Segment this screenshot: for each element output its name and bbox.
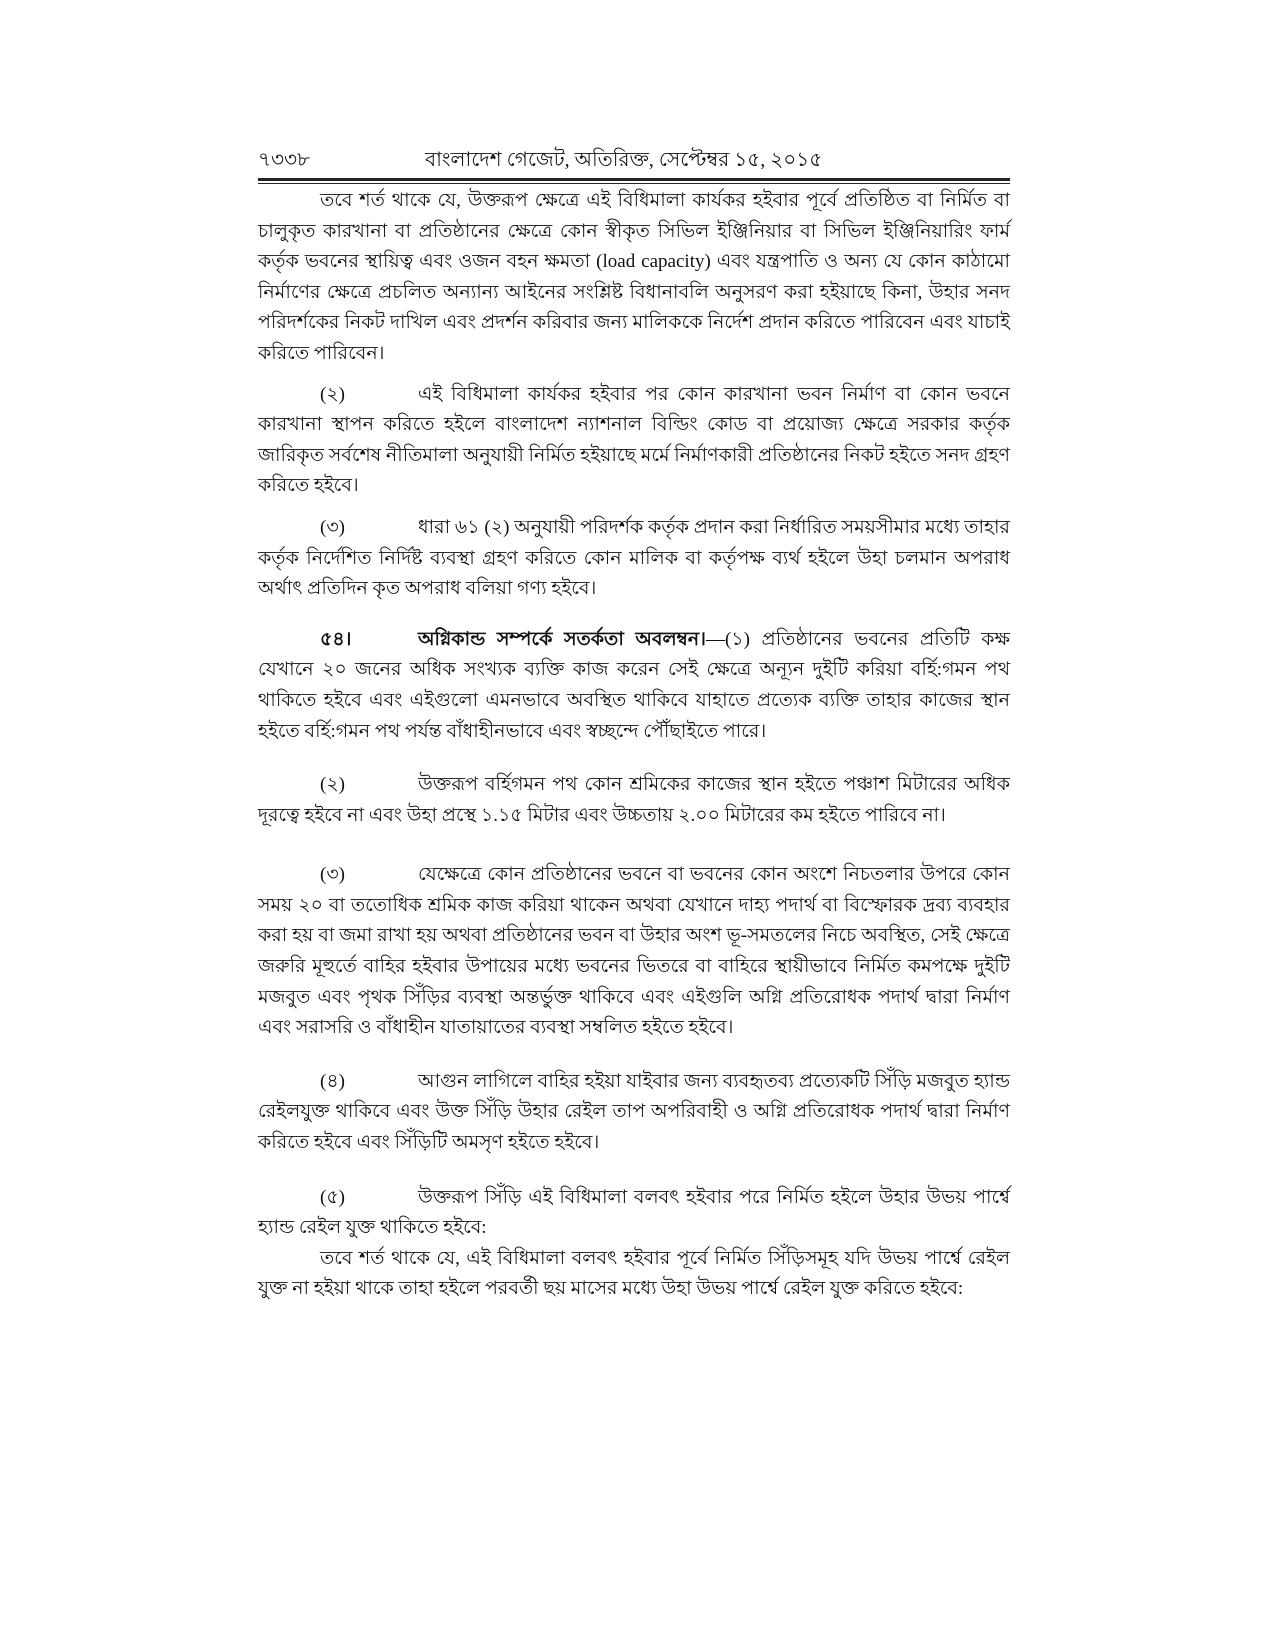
section-54-clause-3 [258,860,1010,1044]
page-header [258,145,1010,175]
header-rule-thin [258,183,1010,184]
section-54 [258,625,1010,747]
header-double-rule [258,175,1010,185]
header-rule-thick [258,178,1010,181]
section-number: ৫৪। [320,628,352,650]
clause-number: (২) [320,383,346,405]
clause-text: ধারা ৬১ (২) অনুযায়ী পরিদর্শক কর্তৃক প্রদান করা নির্ধারিত সময়সীমার মধ্যে তাহার কর্তৃক নির্দেশিত নির্দিষ্ট ব্যবস্থা গ্রহণ করিতে কোন মালিক বা কর্তৃপক্ষ ব্যর্থ হইলে উহা চলমান অপরাধ অর্থাৎ প্রতিদিন কৃত অপরাধ বলিয়া গণ্য হইবে। [258,516,1010,600]
clause-number: (৩) [320,864,346,886]
clause-text: উক্তরূপ বর্হিগমন পথ কোন শ্রমিকের কাজের স্থান হইতে পঞ্চাশ মিটারের অধিক দূরত্বে হইবে না এবং উহা প্রস্থে ১.১৫ মিটার এবং উচ্চতায় ২.০০ মিটারের কম হইতে পারিবে না। [258,774,1010,826]
clause-text: আগুন লাগিলে বাহির হইয়া যাইবার জন্য ব্যবহৃতব্য প্রত্যেকটি সিঁড়ি মজবুত হ্যান্ড রেইলযুক্ত থাকিবে এবং উক্ত সিঁড়ি উহার রেইল তাপ অপরিবাহী ও অগ্নি প্রতিরোধক পদার্থ দ্বারা নির্মাণ করিতে হইবে এবং সিঁড়িটি অমসৃণ হইতে হইবে। [258,1070,1010,1154]
clause-number: (৩) [320,516,346,538]
section-text: —(১) প্রতিষ্ঠানের ভবনের প্রতিটি কক্ষ যেখানে ২০ জনের অধিক সংখ্যক ব্যক্তি কাজ করেন সেই ক্ষেত্রে অন্যূন দুইটি করিয়া বর্হি:গমন পথ থাকিতে হইবে এবং এইগুলো এমনভাবে অবস্থিত থাকিবে যাহাতে প্রত্যেক ব্যক্তি তাহার কাজের স্থান হইতে বর্হি:গমন পথ পর্যন্ত বাঁধাহীনভাবে এবং স্বচ্ছন্দে পৌঁছাইতে পারে। [258,628,1010,742]
clause-3 [258,513,1010,605]
section-heading: অগ্নিকান্ড সম্পর্কে সতর্কতা অবলম্বন। [418,628,706,650]
page-number: ৭৩৩৮ [258,149,310,171]
clause-number: (৪) [320,1070,345,1092]
clause-text: যেক্ষেত্রে কোন প্রতিষ্ঠানের ভবনে বা ভবনের কোন অংশে নিচতলার উপরে কোন সময় ২০ বা ততোধিক শ্রমিক কাজ করিয়া থাকেন অথবা যেখানে দাহ্য পদার্থ বা বিস্ফোরক দ্রব্য ব্যবহার করা হয় বা জমা রাখা হয় অথবা প্রতিষ্ঠানের ভবন বা উহার অংশ ভূ-সমতলের নিচে অবস্থিত, সেই ক্ষেত্রে জরুরি মূহুর্তে বাহির হইবার উপায়ের মধ্যে ভবনের ভিতরে বা বাহিরে স্থায়ীভাবে নির্মিত কমপক্ষে দুইটি মজবুত এবং পৃথক সিঁড়ির ব্যবস্থা অন্তর্ভুক্ত থাকিবে এবং এইগুলি অগ্নি প্রতিরোধক পদার্থ দ্বারা নির্মাণ এবং সরাসরি ও বাঁধাহীন যাতায়াতের ব্যবস্থা সম্বলিত হইতে হইবে। [258,864,1010,1039]
text-column [258,145,1010,1305]
section-54-clause-2 [258,770,1010,831]
clause-text: এই বিধিমালা কার্যকর হইবার পর কোন কারখানা ভবন নির্মাণ বা কোন ভবনে কারখানা স্থাপন করিতে হইলে বাংলাদেশ ন্যাশনাল বিল্ডিং কোড বা প্রয়োজ্য ক্ষেত্রে সরকার কর্তৃক জারিকৃত সর্বশেষ নীতিমালা অনুযায়ী নির্মিত হইয়াছে মর্মে নির্মাণকারী প্রতিষ্ঠানের নিকট হইতে সনদ গ্রহণ করিতে হইবে। [258,383,1010,497]
clause-2 [258,380,1010,502]
gazette-title: বাংলাদেশ গেজেট, অতিরিক্ত, সেপ্টেম্বর ১৫, ২০১৫ [425,149,823,171]
section-54-clause-5 [258,1183,1010,1244]
clause-text: উক্তরূপ সিঁড়ি এই বিধিমালা বলবৎ হইবার পরে নির্মিত হইলে উহার উভয় পার্শ্বে হ্যান্ড রেইল যুক্ত থাকিতে হইবে: [258,1186,1010,1239]
section-54-clause-4 [258,1067,1010,1159]
proviso-paragraph: তবে শর্ত থাকে যে, উক্তরূপ ক্ষেত্রে এই বিধিমালা কার্যকর হইবার পূর্বে প্রতিষ্ঠিত বা নির্মিত বা চালুকৃত কারখানা বা প্রতিষ্ঠানের ক্ষেত্রে কোন স্বীকৃত সিভিল ইঞ্জিনিয়ার বা সিভিল ইঞ্জিনিয়ারিং ফার্ম কর্তৃক ভবনের স্থায়িত্ব এবং ওজন বহন ক্ষমতা (load capacity) এবং যন্ত্রপাতি ও অন্য যে কোন কাঠামো নির্মাণের ক্ষেত্রে প্রচলিত অন্যান্য আইনের সংশ্লিষ্ট বিধানাবলি অনুসরণ করা হইয়াছে কিনা, উহার সনদ পরিদর্শকের নিকট দাখিল এবং প্রদর্শন করিবার জন্য মালিককে নির্দেশ প্রদান করিতে পারিবেন এবং যাচাই করিতে পারিবেন। [258,190,1010,364]
clause-number: (২) [320,774,346,796]
clause-number: (৫) [320,1186,345,1208]
section-54-proviso: তবে শর্ত থাকে যে, এই বিধিমালা বলবৎ হইবার পূর্বে নির্মিত সিঁড়িসমূহ যদি উভয় পার্শ্বে রেইল যুক্ত না হইয়া থাকে তাহা হইলে পরবর্তী ছয় মাসের মধ্যে উহা উভয় পার্শ্বে রেইল যুক্ত করিতে হইবে: [258,1247,1010,1300]
